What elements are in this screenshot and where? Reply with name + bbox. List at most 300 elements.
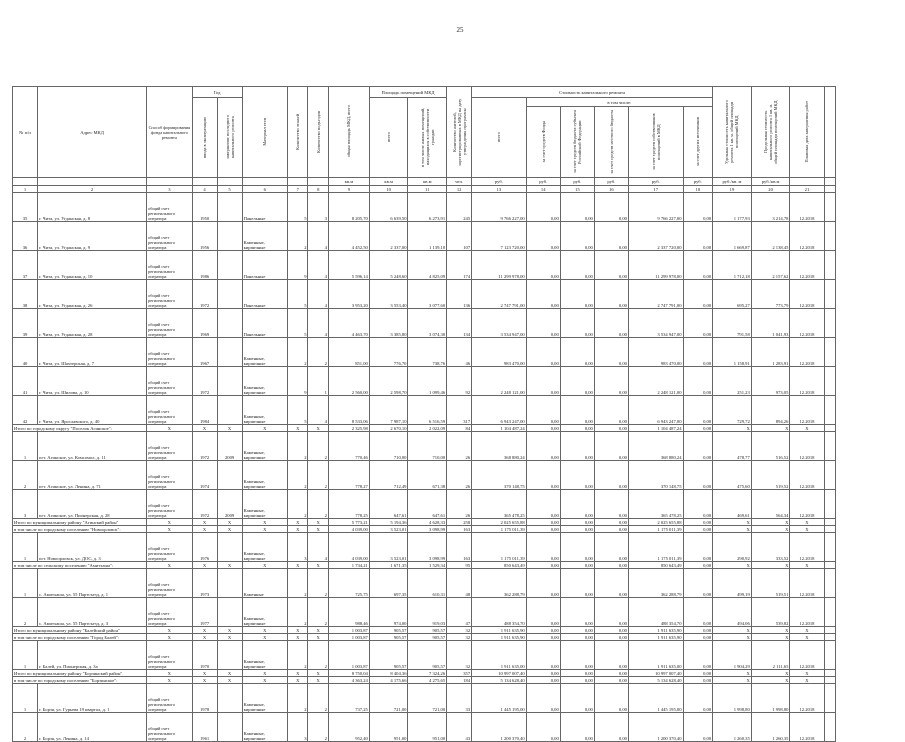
row-value-ct: 1 911 635,00 [472,641,527,670]
row-value-cr: 0,00 [560,193,594,222]
row-value-cx: 0,00 [683,425,713,432]
capital-repair-table [12,86,836,742]
row-value-cl: 0,00 [594,713,628,742]
row-number: 2 [13,598,38,627]
row-value-cl: 0,00 [594,627,628,634]
subtotal-x-cell: X [242,634,287,641]
row-value-cf: 0,00 [526,425,560,432]
column-number-cell: 20 [751,186,790,193]
row-spacer [824,526,836,533]
row-floors: 2 [288,490,308,519]
row-value-aa: 721,00 [369,684,408,713]
row-value-co: 362 288,79 [628,569,683,598]
subtotal-row [13,519,836,526]
row-value-cr: 0,00 [560,677,594,684]
row-value-co: 2 025 655,88 [628,519,683,526]
header-cost-local: за счет средств местного бюджета [608,109,614,174]
row-value-sc: 1 904,29 [713,641,752,670]
row-number: 1 [13,432,38,461]
row-entrances: 2 [308,490,328,519]
row-value-cl: 0,00 [594,634,628,641]
row-value-cr: 0,00 [560,627,594,634]
row-value-ta: 8 750,04 [328,670,369,677]
row-value-ar: 905,57 [408,634,447,641]
row-address: г. Чита, ул. Шилова, д. 10 [38,367,147,396]
subtotal-label: в том числе по городскому поселению "Борзинское": [13,677,147,684]
header-cost-other: за счет других источников [695,116,701,167]
header-year-built: ввода в эксплуатацию [202,116,208,158]
row-value-co: 365 478,25 [628,490,683,519]
header-cost-total-cell [472,98,527,178]
row-value-lc: 2 111,65 [751,641,790,670]
row-value-cr: 0,00 [560,713,594,742]
subtotal-row [13,634,836,641]
subtotal-x-cell: X [192,670,217,677]
row-value-cf: 0,00 [526,598,560,627]
row-wall-material: Панельные [242,309,287,338]
row-value-ta: 3 953,20 [328,280,369,309]
row-value-cf: 0,00 [526,569,560,598]
row-floors: 5 [288,193,308,222]
unit-cell: руб. [628,178,683,186]
unit-cell: руб. [526,178,560,186]
row-spacer [824,338,836,367]
row-value-cl: 0,00 [594,533,628,562]
row-value-ta: 1 003,87 [328,641,369,670]
subtotal-x-cell: X [308,677,328,684]
table-body [13,178,836,742]
subtotal-x-cell: X [217,425,242,432]
row-value-ar: 710,00 [408,432,447,461]
row-year-last [217,641,242,670]
subtotal-x-cell: X [242,425,287,432]
row-entrances: 2 [308,713,328,742]
row-value-lc: 519,51 [751,569,790,598]
row-value-cf: 0,00 [526,684,560,713]
row-value-cr: 0,00 [560,533,594,562]
unit-cell: чел. [447,178,472,186]
row-value-ct: 7 123 720,00 [472,222,527,251]
row-address: г. Чита, ул. Ярославского, д. 40 [38,396,147,425]
row-address: г. Чита, ул. Угданская, д. 26 [38,280,147,309]
row-value-res: 32 [447,627,472,634]
row-value-aa: 710,00 [369,432,408,461]
row-value-dl: 12.2018 [790,396,824,425]
row-value-res: 174 [447,251,472,280]
unit-cell [38,178,147,186]
row-value-ta: 2 560,00 [328,367,369,396]
row-value-cr: 0,00 [560,670,594,677]
row-value-co: 1 445 195,00 [628,684,683,713]
row-value-ar: 610,31 [408,569,447,598]
row-value-cx: 0,00 [683,309,713,338]
row-value-aa: 905,57 [369,641,408,670]
row-value-res: 32 [447,634,472,641]
row-method: общий счет регионального оператора [147,598,192,627]
row-value-res: 136 [447,280,472,309]
row-value-cf: 0,00 [526,634,560,641]
row-value-sc: X [713,526,752,533]
row-value-res: 26 [447,490,472,519]
subtotal-x-cell: X [242,562,287,569]
row-value-cx: 0,00 [683,461,713,490]
row-value-res: 46 [447,338,472,367]
header-cost-owners: за счет средств собственников помещений в МКД [650,113,661,170]
header-year-last: завершение последнего капитального ремонта [224,114,235,160]
row-value-ta: 778,25 [328,490,369,519]
header-area-group: Площадь помещений МКД [369,87,446,98]
column-number-cell: 4 [192,186,217,193]
row-value-cl: 0,00 [594,280,628,309]
row-value-cx: 0,00 [683,193,713,222]
row-spacer [824,251,836,280]
row-value-aa: 3 553,40 [369,280,408,309]
row-address: г. Чита, ул. Шахтерская, д. 7 [38,338,147,367]
row-value-ar: 4 628,33 [408,519,447,526]
row-entrances: 1 [308,367,328,396]
subtotal-x-cell: X [217,670,242,677]
row-value-cl: 0,00 [594,670,628,677]
subtotal-label: Итого по городскому округу "Поселок Агинское": [13,425,147,432]
subtotal-row [13,562,836,569]
row-value-aa: 3 385,80 [369,309,408,338]
unit-cell [308,178,328,186]
header-specific-cost-cell [713,87,752,178]
header-incl: в том числе: [526,98,712,107]
row-value-cf: 0,00 [526,641,560,670]
row-value-ta: 770,46 [328,432,369,461]
row-value-ta: 988,46 [328,598,369,627]
row-value-res: 184 [447,677,472,684]
row-value-lc: 1 283,91 [751,338,790,367]
header-entrances: Количество подъездов [315,110,321,153]
unit-cell: руб. [560,178,594,186]
row-value-sc: 499,19 [713,569,752,598]
row-method: общий счет регионального оператора [147,569,192,598]
row-value-co: 3 534 947,00 [628,309,683,338]
row-value-cl: 0,00 [594,367,628,396]
table-row [13,193,836,222]
table-row [13,684,836,713]
row-value-cr: 0,00 [560,396,594,425]
row-spacer [824,367,836,396]
subtotal-x-cell: X [217,634,242,641]
row-number: 2 [13,461,38,490]
row-value-lc: 773,79 [751,280,790,309]
row-year-last [217,569,242,598]
row-value-cl: 0,00 [594,432,628,461]
row-value-ar: 905,57 [408,641,447,670]
header-area-all-cell [369,98,408,178]
subtotal-x-cell: X [242,670,287,677]
row-value-ta: 952,40 [328,713,369,742]
row-value-dl: 12.2018 [790,367,824,396]
row-floors: 2 [288,432,308,461]
row-value-cf: 0,00 [526,251,560,280]
column-number-cell: 10 [369,186,408,193]
row-value-ct: 11 299 978,00 [472,251,527,280]
row-year-last [217,713,242,742]
row-value-cx: 0,00 [683,670,713,677]
row-year-last [217,251,242,280]
table-row [13,533,836,562]
row-value-ct: 1 911 635,90 [472,634,527,641]
row-value-lc: X [751,670,790,677]
row-value-lc: 564,34 [751,490,790,519]
row-spacer [824,677,836,684]
row-value-lc: 539,82 [751,598,790,627]
unit-cell [147,178,192,186]
row-value-lc: X [751,677,790,684]
row-year-built: 1972 [192,432,217,461]
row-address: пгт. Новоорловск, ул. ДОС, д. 3 [38,533,147,562]
column-number-cell: 8 [308,186,328,193]
row-value-ar: 6 516,59 [408,396,447,425]
row-value-dl: 12.2018 [790,280,824,309]
row-spacer [824,562,836,569]
row-value-sc: 478,77 [713,432,752,461]
row-entrances: 2 [308,461,328,490]
column-number-cell: 6 [242,186,287,193]
row-value-cr: 0,00 [560,367,594,396]
header-method: Способ формирования фонда капитального ремонта [147,87,192,178]
row-address: г. Борзя, ул. Гурьева 19 квартал, д. 1 [38,684,147,713]
row-value-aa: 7 987,10 [369,396,408,425]
unit-cell [242,178,287,186]
row-value-cf: 0,00 [526,461,560,490]
column-numbers-row [13,186,836,193]
row-value-dl: X [790,627,824,634]
row-spacer [824,627,836,634]
row-value-lc: X [751,627,790,634]
row-value-ct: 362 288,79 [472,569,527,598]
row-wall-material: Панельные [242,251,287,280]
row-value-res: 32 [447,641,472,670]
row-value-cf: 0,00 [526,677,560,684]
row-year-last [217,684,242,713]
row-value-co: 983 470,00 [628,338,683,367]
unit-cell: руб./кв. м [713,178,752,186]
row-value-ct: 3 534 947,00 [472,309,527,338]
row-value-cx: 0,00 [683,627,713,634]
row-method: общий счет регионального оператора [147,533,192,562]
table-row [13,713,836,742]
row-value-res: 258 [447,519,472,526]
row-value-cl: 0,00 [594,490,628,519]
table-row [13,432,836,461]
row-year-built: 1969 [192,309,217,338]
row-value-co: 1 911 635,90 [628,627,683,634]
row-value-cr: 0,00 [560,432,594,461]
subtotal-x-cell: X [288,562,308,569]
subtotal-row [13,670,836,677]
row-value-cx: 0,00 [683,526,713,533]
row-value-dl: 12.2018 [790,461,824,490]
row-value-dl: X [790,519,824,526]
header-limit-cost: Предельная стоимость капитального ремонта 1 кв. м. общей площади помещений МКД [763,99,779,164]
row-entrances: 3 [308,193,328,222]
row-method: общий счет регионального оператора [147,193,192,222]
row-value-sc: X [713,670,752,677]
row-value-cf: 0,00 [526,367,560,396]
row-address: пгт. Агинское, ул. Ленина, д. 71 [38,461,147,490]
column-number-cell: 3 [147,186,192,193]
header-area-residential: в том числе жилых помещений, находящихся в собственности граждан [419,107,435,167]
row-value-co: 1 175 011,39 [628,533,683,562]
row-year-built: 1972 [192,367,217,396]
subtotal-x-cell: X [308,627,328,634]
header-entrances-cell [308,87,328,178]
row-number: 37 [13,251,38,280]
column-number-cell: 21 [790,186,824,193]
row-value-res: 84 [447,425,472,432]
subtotal-x-cell: X [288,526,308,533]
row-spacer [824,280,836,309]
unit-cell: кв.м [328,178,369,186]
row-value-cf: 0,00 [526,338,560,367]
row-value-cr: 0,00 [560,569,594,598]
row-address: г. Борзя, ул. Ленина, д. 14 [38,713,147,742]
row-year-last [217,461,242,490]
subtotal-label: Итого по муниципальному району "Агинский район" [13,519,147,526]
row-value-co: 1 911 635,90 [628,634,683,641]
row-value-ta: 1 003,87 [328,634,369,641]
subtotal-x-cell: X [147,627,192,634]
row-entrances: 4 [308,222,328,251]
row-value-lc: X [751,519,790,526]
row-value-sc: 494,06 [713,598,752,627]
row-value-ct: 1 445 195,00 [472,684,527,713]
column-number-cell: 17 [628,186,683,193]
row-value-sc: 1 158,91 [713,338,752,367]
row-entrances: 2 [308,432,328,461]
row-number: 41 [13,367,38,396]
row-value-cf: 0,00 [526,396,560,425]
row-floors: 3 [288,533,308,562]
row-value-aa: 2 670,10 [369,425,408,432]
row-value-cf: 0,00 [526,309,560,338]
row-year-built: 1956 [192,222,217,251]
row-value-dl: X [790,425,824,432]
row-value-res: 357 [447,670,472,677]
subtotal-x-cell: X [192,425,217,432]
row-value-ta: 5 596,14 [328,251,369,280]
row-value-cx: 0,00 [683,598,713,627]
row-value-aa: 974,00 [369,598,408,627]
row-value-cr: 0,00 [560,490,594,519]
row-value-cr: 0,00 [560,425,594,432]
row-address: г. Балей, ул. Пионерская, д. 3а [38,641,147,670]
row-value-sc: X [713,562,752,569]
row-spacer [824,425,836,432]
row-value-dl: X [790,526,824,533]
row-floors: 2 [288,598,308,627]
row-value-cl: 0,00 [594,641,628,670]
row-value-ta: 2 325,98 [328,425,369,432]
row-value-ct: 1 911 635,90 [472,627,527,634]
row-floors: 2 [288,641,308,670]
row-number: 38 [13,280,38,309]
row-value-ct: 983 470,00 [472,338,527,367]
row-value-res: 163 [447,533,472,562]
row-value-cl: 0,00 [594,684,628,713]
row-value-co: 2 747 791,00 [628,280,683,309]
row-value-lc: 894,26 [751,396,790,425]
row-value-lc: 973,05 [751,367,790,396]
row-number: 40 [13,338,38,367]
row-wall-material: Каменные, кирпичные [242,598,287,627]
row-value-co: 5 134 628,40 [628,677,683,684]
row-value-co: 2 337 720,00 [628,222,683,251]
row-wall-material: Каменные, кирпичные [242,490,287,519]
row-value-lc: 3 214,78 [751,193,790,222]
row-value-aa: 5 194,36 [369,519,408,526]
unit-cell: руб./кв.м [751,178,790,186]
subtotal-row [13,677,836,684]
subtotal-x-cell: X [147,519,192,526]
header-total-area: общая площадь МКД, всего [346,105,352,158]
subtotal-x-cell: X [192,627,217,634]
column-number-cell: 9 [328,186,369,193]
row-value-co: 6 943 247,00 [628,396,683,425]
row-address: г. Чита, ул. Угданская, д. 9 [38,222,147,251]
row-value-dl: 12.2018 [790,222,824,251]
row-value-co: 2 248 121,00 [628,367,683,396]
row-method: общий счет регионального оператора [147,684,192,713]
row-entrances: 4 [308,280,328,309]
header-cost-regional: за счет средств бюджета субъекта Российской Федерации [572,110,583,173]
row-value-cr: 0,00 [560,461,594,490]
row-year-built: 1972 [192,280,217,309]
subtotal-x-cell: X [308,526,328,533]
table-row [13,367,836,396]
row-value-ta: 1 734,21 [328,562,369,569]
row-floors: 5 [288,396,308,425]
row-entrances: 4 [308,533,328,562]
row-value-aa: 4 175,66 [369,677,408,684]
row-year-last [217,309,242,338]
row-value-ct: 2 248 121,00 [472,367,527,396]
row-method: общий счет регионального оператора [147,367,192,396]
row-spacer [824,222,836,251]
row-value-cr: 0,00 [560,634,594,641]
row-value-res: 92 [447,367,472,396]
row-value-cx: 0,00 [683,280,713,309]
header-wall: Материал стен [262,117,268,146]
row-address: с. Амитхаша, ул. 55 Партсъезд, д. 3 [38,598,147,627]
row-value-ta: 5 773,21 [328,519,369,526]
row-value-res: 134 [447,309,472,338]
subtotal-x-cell: X [288,670,308,677]
column-number-cell: 16 [594,186,628,193]
row-value-sc: 1 177,93 [713,193,752,222]
row-year-built: 1967 [192,338,217,367]
row-value-cr: 0,00 [560,562,594,569]
header-area-all: всего [386,132,392,142]
row-value-ct: 9 766 227,00 [472,193,527,222]
row-year-built: 1974 [192,461,217,490]
row-wall-material: Каменные, кирпичные [242,367,287,396]
row-value-ta: 737,25 [328,684,369,713]
row-value-sc: 290,92 [713,533,752,562]
table-header [13,87,836,178]
row-value-cl: 0,00 [594,396,628,425]
unit-cell: руб. [472,178,527,186]
row-number: 1 [13,641,38,670]
subtotal-x-cell: X [192,519,217,526]
header-address: Адрес МКД [38,87,147,178]
unit-cell [217,178,242,186]
